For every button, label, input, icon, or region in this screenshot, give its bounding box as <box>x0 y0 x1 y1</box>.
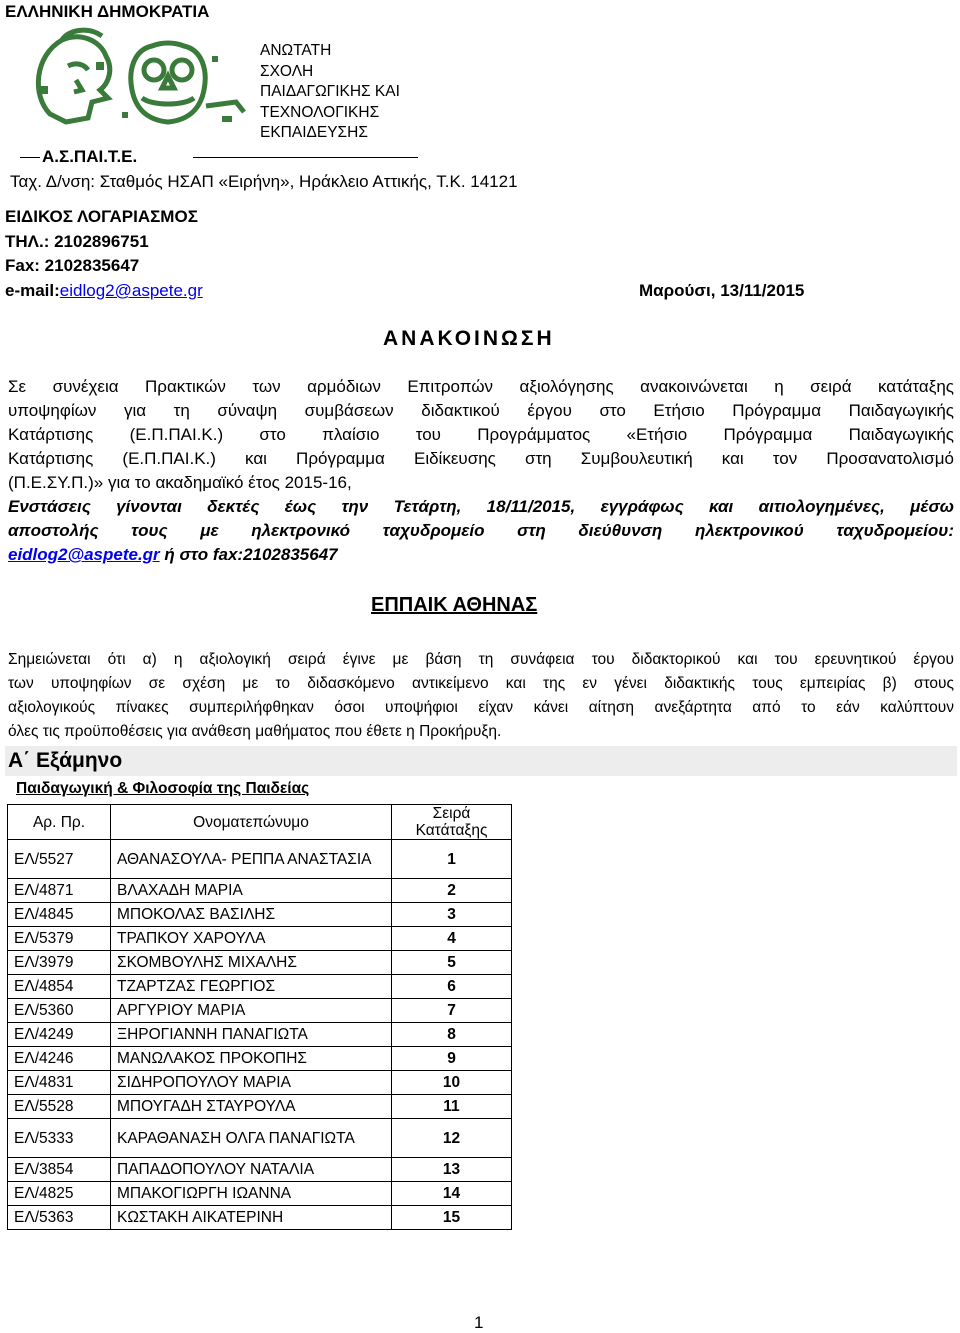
table-row <box>8 840 512 879</box>
table-row <box>8 1158 512 1182</box>
objections-fax: ή στο fax:2102835647 <box>159 545 338 564</box>
page-number: 1 <box>474 1313 484 1332</box>
cell-protocol: ΕΛ/4825 <box>8 1182 111 1206</box>
place-date: Μαρούσι, 13/11/2015 <box>639 281 805 300</box>
table-row <box>8 927 512 951</box>
cell-protocol: ΕΛ/4249 <box>8 1023 111 1047</box>
semester-heading: Α΄ Εξάμηνο <box>8 749 123 772</box>
cell-rank: 1 <box>392 840 512 879</box>
cell-protocol: ΕΛ/5333 <box>8 1119 111 1158</box>
acronym-rule-left <box>20 157 40 158</box>
note-paragraph <box>8 648 954 744</box>
email-link[interactable]: eidlog2@aspete.gr <box>59 281 203 300</box>
table-row <box>8 879 512 903</box>
intro-line: υποψηφίων για τη σύναψη συμβάσεων διδακτικού έργου στο Ετήσιο Πρόγραμμα Παιδαγωγικής <box>8 401 954 420</box>
email-label: e-mail: <box>5 281 60 300</box>
course-title: Παιδαγωγική & Φιλοσοφία της Παιδείας <box>16 780 310 797</box>
cell-name: ΜΠΟΥΓΑΔΗ ΣΤΑΥΡΟΥΛΑ <box>111 1095 392 1119</box>
cell-name: ΑΡΓΥΡΙΟΥ ΜΑΡΙΑ <box>111 999 392 1023</box>
cell-rank: 14 <box>392 1182 512 1206</box>
cell-name: ΠΑΠΑΔΟΠΟΥΛΟΥ ΝΑΤΑΛΙΑ <box>111 1158 392 1182</box>
table-row <box>8 1023 512 1047</box>
semester-bar <box>5 746 957 776</box>
cell-rank: 12 <box>392 1119 512 1158</box>
institution-line: ΣΧΟΛΗ <box>260 62 314 80</box>
cell-rank: 13 <box>392 1158 512 1182</box>
cell-protocol: ΕΛ/4854 <box>8 975 111 999</box>
cell-protocol: ΕΛ/4246 <box>8 1047 111 1071</box>
cell-rank: 2 <box>392 879 512 903</box>
objections-line: αποστολής τους με ηλεκτρονικό ταχυδρομείο στη διεύθυνση ηλεκτρονικού ταχυδρομείου: <box>8 521 954 540</box>
objections-email-link[interactable]: eidlog2@aspete.gr <box>8 545 160 564</box>
cell-name: ΤΖΑΡΤΖΑΣ ΓΕΩΡΓΙΟΣ <box>111 975 392 999</box>
cell-name: ΣΚΟΜΒΟΥΛΗΣ ΜΙΧΑΛΗΣ <box>111 951 392 975</box>
note-line: αξιολογικούς πίνακες συμπεριλήφθηκαν όσοι υποψήφιοι είχαν κάνει αίτηση ανεξάρτητα από το εάν καλύπτουν <box>8 699 954 716</box>
email-line <box>5 281 203 301</box>
cell-name: ΚΩΣΤΑΚΗ ΑΙΚΑΤΕΡΙΝΗ <box>111 1206 392 1230</box>
cell-rank: 10 <box>392 1071 512 1095</box>
cell-protocol: ΕΛ/5527 <box>8 840 111 879</box>
table-row <box>8 951 512 975</box>
header-protocol: Αρ. Πρ. <box>8 805 111 840</box>
table-row <box>8 1071 512 1095</box>
table-row <box>8 1182 512 1206</box>
table-row <box>8 999 512 1023</box>
cell-protocol: ΕΛ/3854 <box>8 1158 111 1182</box>
section-heading: ΕΠΠΑΙΚ ΑΘΗΝΑΣ <box>371 594 538 616</box>
objections-line: Ενστάσεις γίνονται δεκτές έως την Τετάρτη, 18/11/2015, εγγράφως και αιτιολογημένες, μέσω <box>8 497 954 516</box>
cell-rank: 5 <box>392 951 512 975</box>
table-row <box>8 1047 512 1071</box>
cell-rank: 4 <box>392 927 512 951</box>
note-line: των υποψηφίων σε σχέση με το διδασκόμενο αντικείμενο και της εν γένει διδακτικής τους εμπειρίας β) στους <box>8 675 954 692</box>
cell-name: ΒΛΑΧΑΔΗ ΜΑΡΙΑ <box>111 879 392 903</box>
institution-name <box>260 41 400 144</box>
republic-heading: ΕΛΛΗΝΙΚΗ ΔΗΜΟΚΡΑΤΙΑ <box>5 2 210 21</box>
department-name: ΕΙΔΙΚΟΣ ΛΟΓΑΡΙΑΣΜΟΣ <box>5 207 198 226</box>
intro-paragraph <box>8 375 954 567</box>
cell-name: ΣΙΔΗΡΟΠΟΥΛΟΥ ΜΑΡΙΑ <box>111 1071 392 1095</box>
institution-line: ΠΑΙΔΑΓΩΓΙΚΗΣ ΚΑΙ <box>260 83 400 100</box>
table-row <box>8 1119 512 1158</box>
cell-protocol: ΕΛ/4871 <box>8 879 111 903</box>
cell-rank: 6 <box>392 975 512 999</box>
note-line: όλες τις προϋποθέσεις για ανάθεση μαθήματος που έθετε η Προκήρυξη. <box>8 723 502 740</box>
table-row <box>8 1206 512 1230</box>
cell-rank: 8 <box>392 1023 512 1047</box>
cell-name: ΚΑΡΑΘΑΝΑΣΗ ΟΛΓΑ ΠΑΝΑΓΙΩΤΑ <box>111 1119 392 1158</box>
table-row <box>8 975 512 999</box>
cell-protocol: ΕΛ/5363 <box>8 1206 111 1230</box>
cell-name: ΤΡΑΠΚΟΥ ΧΑΡΟΥΛΑ <box>111 927 392 951</box>
postal-address: Ταχ. Δ/νση: Σταθμός ΗΣΑΠ «Ειρήνη», Ηράκλειο Αττικής, Τ.Κ. 14121 <box>10 172 518 191</box>
institution-acronym: Α.Σ.ΠΑΙ.Τ.Ε. <box>42 147 138 166</box>
cell-name: ΜΠΟΚΟΛΑΣ ΒΑΣΙΛΗΣ <box>111 903 392 927</box>
institution-line: ΤΕΧΝΟΛΟΓΙΚΗΣ <box>260 103 380 121</box>
cell-name: ΑΘΑΝΑΣΟΥΛΑ- ΡΕΠΠΑ ΑΝΑΣΤΑΣΙΑ <box>111 840 392 879</box>
cell-protocol: ΕΛ/5360 <box>8 999 111 1023</box>
cell-protocol: ΕΛ/3979 <box>8 951 111 975</box>
phone-number: ΤΗΛ.: 2102896751 <box>5 232 149 251</box>
cell-rank: 15 <box>392 1206 512 1230</box>
institution-line: ΑΝΩΤΑΤΗ <box>260 42 332 59</box>
cell-rank: 11 <box>392 1095 512 1119</box>
aspete-logo-icon <box>22 26 254 138</box>
fax-text: Fax: 2102835647 <box>5 256 140 275</box>
table-row <box>8 903 512 927</box>
page-title: ΑΝΑΚΟΙΝΩΣΗ <box>383 327 555 350</box>
cell-protocol: ΕΛ/5379 <box>8 927 111 951</box>
header-rank: Σειρά Κατάταξης <box>392 805 512 840</box>
intro-line: Κατάρτισης (Ε.Π.ΠΑΙ.Κ.) στο πλαίσιο του Προγράμματος «Ετήσιο Πρόγραμμα Παιδαγωγικής <box>8 425 954 444</box>
cell-rank: 3 <box>392 903 512 927</box>
table-row <box>8 1095 512 1119</box>
institution-line: ΕΚΠΑΙΔΕΥΣΗΣ <box>260 124 368 141</box>
cell-name: ΞΗΡΟΓΙΑΝΝΗ ΠΑΝΑΓΙΩΤΑ <box>111 1023 392 1047</box>
table-header-row <box>8 805 512 840</box>
cell-name: ΜΑΝΩΛΑΚΟΣ ΠΡΟΚΟΠΗΣ <box>111 1047 392 1071</box>
note-line: Σημειώνεται ότι α) η αξιολογική σειρά έγινε με βάση τη συνάφεια του διδακτορικού και του ερευνητικού έργου <box>8 651 954 668</box>
cell-protocol: ΕΛ/4831 <box>8 1071 111 1095</box>
intro-line: Σε συνέχεια Πρακτικών των αρμόδιων Επιτροπών αξιολόγησης ανακοινώνεται η σειρά κατάταξης <box>8 377 954 396</box>
cell-name: ΜΠΑΚΟΓΙΩΡΓΗ ΙΩΑΝΝΑ <box>111 1182 392 1206</box>
cell-protocol: ΕΛ/4845 <box>8 903 111 927</box>
acronym-rule-right <box>193 157 418 158</box>
fax-number <box>5 256 139 276</box>
cell-rank: 7 <box>392 999 512 1023</box>
ranking-table <box>7 804 512 1230</box>
intro-line: Κατάρτισης (Ε.Π.ΠΑΙ.Κ.) και Πρόγραμμα Ειδίκευσης στη Συμβουλευτική και τον Προσανατολισμό <box>8 449 954 468</box>
intro-line: (Π.Ε.ΣΥ.Π.)» για το ακαδημαϊκό έτος 2015-16, <box>8 473 352 492</box>
header-name: Ονοματεπώνυμο <box>111 805 392 840</box>
cell-protocol: ΕΛ/5528 <box>8 1095 111 1119</box>
objections-contact <box>8 543 954 567</box>
cell-rank: 9 <box>392 1047 512 1071</box>
